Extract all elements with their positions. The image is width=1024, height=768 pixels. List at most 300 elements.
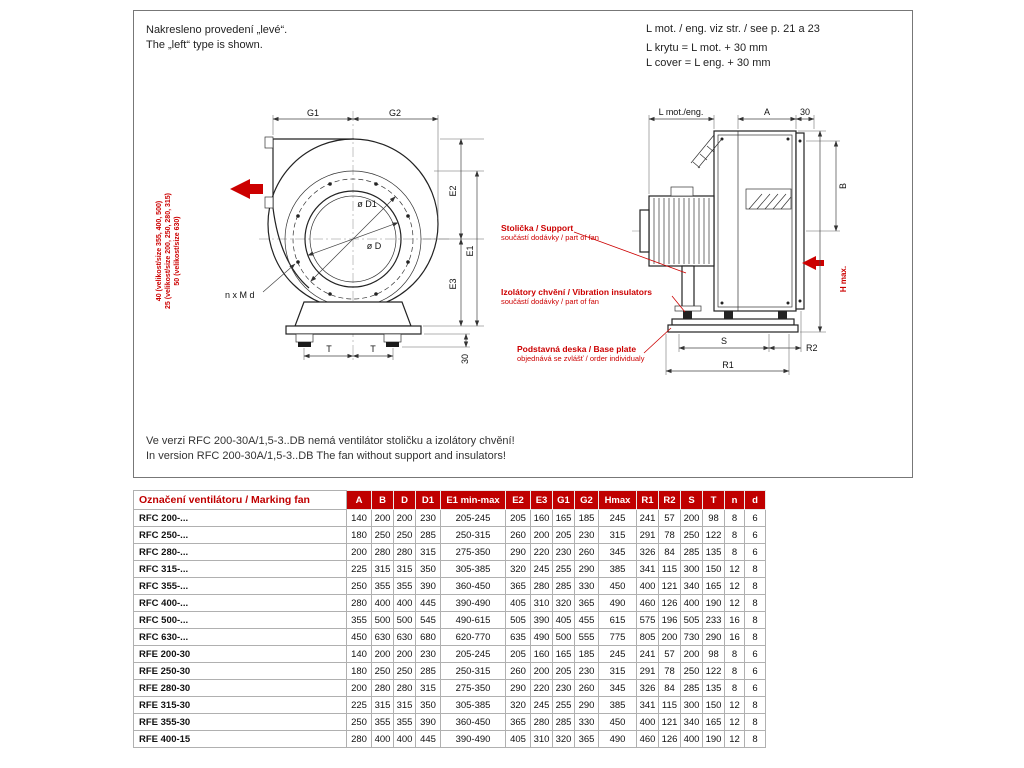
value-cell: 680 [416, 629, 441, 646]
column-header: d [745, 491, 766, 510]
table-row [134, 561, 766, 578]
note-line: L cover = L eng. + 30 mm [646, 57, 771, 69]
value-cell: 385 [599, 561, 637, 578]
value-cell: 140 [347, 510, 372, 527]
table-row [134, 527, 766, 544]
value-cell: 250 [372, 527, 394, 544]
value-cell: 225 [347, 697, 372, 714]
value-cell: 490 [599, 731, 637, 748]
value-cell: 460 [637, 595, 659, 612]
value-cell: 330 [575, 578, 599, 595]
model-cell: RFE 315-30 [134, 697, 347, 714]
value-cell: 285 [553, 578, 575, 595]
value-cell: 150 [703, 697, 725, 714]
value-cell: 78 [659, 663, 681, 680]
value-cell: 290 [575, 561, 599, 578]
note-line: Nakresleno provedení „levé“. [146, 24, 288, 36]
model-cell: RFE 280-30 [134, 680, 347, 697]
value-cell: 400 [394, 595, 416, 612]
value-cell: 330 [575, 714, 599, 731]
value-cell: 360-450 [441, 578, 506, 595]
value-cell: 200 [372, 646, 394, 663]
value-cell: 280 [372, 680, 394, 697]
value-cell: 200 [531, 663, 553, 680]
value-cell: 355 [372, 578, 394, 595]
value-cell: 121 [659, 714, 681, 731]
technical-drawing [134, 11, 914, 479]
value-cell: 300 [681, 561, 703, 578]
value-cell: 450 [347, 629, 372, 646]
table-row [134, 663, 766, 680]
value-cell: 350 [416, 697, 441, 714]
value-cell: 255 [553, 561, 575, 578]
value-cell: 285 [416, 663, 441, 680]
value-cell: 400 [637, 578, 659, 595]
dim-label-e1: E1 [465, 245, 475, 257]
value-cell: 450 [599, 714, 637, 731]
value-cell: 315 [372, 697, 394, 714]
value-cell: 365 [506, 578, 531, 595]
value-cell: 230 [416, 510, 441, 527]
value-cell: 200 [372, 510, 394, 527]
value-cell: 165 [703, 578, 725, 595]
dim-label-g2: G2 [388, 108, 402, 118]
value-cell: 290 [703, 629, 725, 646]
value-cell: 260 [506, 527, 531, 544]
value-cell: 345 [599, 544, 637, 561]
callout-title: Podstavná deska / Base plate [517, 344, 637, 354]
value-cell: 8 [745, 595, 766, 612]
value-cell: 280 [531, 714, 553, 731]
value-cell: 160 [531, 646, 553, 663]
value-cell: 390 [416, 714, 441, 731]
value-cell: 205-245 [441, 510, 506, 527]
table-row [134, 629, 766, 646]
value-cell: 6 [745, 646, 766, 663]
table-row [134, 612, 766, 629]
value-cell: 8 [745, 697, 766, 714]
outlet-arrow-side [802, 256, 824, 270]
column-header: D1 [416, 491, 441, 510]
value-cell: 84 [659, 680, 681, 697]
base-plate-side [668, 319, 798, 332]
value-cell: 285 [681, 680, 703, 697]
value-cell: 500 [553, 629, 575, 646]
value-cell: 280 [531, 578, 553, 595]
value-cell: 315 [394, 697, 416, 714]
value-cell: 230 [416, 646, 441, 663]
value-cell: 250 [347, 578, 372, 595]
vibration-isolators [683, 311, 787, 319]
value-cell: 310 [531, 595, 553, 612]
value-cell: 505 [681, 612, 703, 629]
value-cell: 350 [416, 561, 441, 578]
column-header: S [681, 491, 703, 510]
value-cell: 241 [637, 510, 659, 527]
value-cell: 250 [681, 527, 703, 544]
value-cell: 285 [416, 527, 441, 544]
size-note-40: 40 (velikost/size 355, 400, 500) [156, 200, 163, 302]
value-cell: 16 [725, 629, 745, 646]
value-cell: 126 [659, 731, 681, 748]
value-cell: 450 [599, 578, 637, 595]
value-cell: 445 [416, 595, 441, 612]
table-row [134, 646, 766, 663]
value-cell: 630 [372, 629, 394, 646]
value-cell: 310 [531, 731, 553, 748]
value-cell: 8 [745, 714, 766, 731]
value-cell: 355 [372, 714, 394, 731]
value-cell: 245 [599, 510, 637, 527]
value-cell: 200 [531, 527, 553, 544]
value-cell: 275-350 [441, 680, 506, 697]
motor [640, 187, 714, 266]
value-cell: 233 [703, 612, 725, 629]
value-cell: 8 [725, 646, 745, 663]
dim-label-d: ø D [366, 241, 382, 251]
value-cell: 200 [394, 510, 416, 527]
value-cell: 490-615 [441, 612, 506, 629]
value-cell: 57 [659, 510, 681, 527]
base-assembly [286, 302, 421, 347]
dim-label-lmot: L mot./eng. [658, 107, 704, 117]
value-cell: 230 [553, 680, 575, 697]
value-cell: 400 [372, 731, 394, 748]
value-cell: 190 [703, 595, 725, 612]
model-cell: RFE 355-30 [134, 714, 347, 731]
value-cell: 180 [347, 663, 372, 680]
value-cell: 220 [531, 680, 553, 697]
value-cell: 305-385 [441, 697, 506, 714]
value-cell: 400 [394, 731, 416, 748]
value-cell: 320 [553, 731, 575, 748]
value-cell: 205 [553, 527, 575, 544]
column-header: T [703, 491, 725, 510]
value-cell: 84 [659, 544, 681, 561]
value-cell: 405 [506, 595, 531, 612]
value-cell: 390-490 [441, 731, 506, 748]
value-cell: 315 [599, 527, 637, 544]
value-cell: 390 [416, 578, 441, 595]
value-cell: 165 [703, 714, 725, 731]
value-cell: 365 [575, 595, 599, 612]
value-cell: 200 [347, 544, 372, 561]
value-cell: 12 [725, 697, 745, 714]
value-cell: 390 [531, 612, 553, 629]
value-cell: 6 [745, 680, 766, 697]
table-header-row [134, 491, 766, 510]
dim-label-d1: ø D1 [357, 199, 377, 209]
value-cell: 255 [553, 697, 575, 714]
value-cell: 315 [394, 561, 416, 578]
value-cell: 280 [394, 544, 416, 561]
drawing-panel [133, 10, 913, 478]
column-header: G2 [575, 491, 599, 510]
value-cell: 200 [681, 510, 703, 527]
callout-subtitle: součástí dodávky / part of fan [501, 233, 599, 242]
value-cell: 260 [575, 544, 599, 561]
dim-label-hmax: H max. [839, 265, 848, 293]
value-cell: 340 [681, 578, 703, 595]
dim-label-r1: R1 [722, 360, 734, 370]
value-cell: 260 [575, 680, 599, 697]
value-cell: 405 [553, 612, 575, 629]
note-line: L mot. / eng. viz str. / see p. 21 a 23 [646, 23, 820, 35]
value-cell: 315 [416, 680, 441, 697]
value-cell: 196 [659, 612, 681, 629]
value-cell: 285 [681, 544, 703, 561]
note-line: The „left“ type is shown. [146, 39, 263, 51]
value-cell: 326 [637, 680, 659, 697]
value-cell: 490 [531, 629, 553, 646]
value-cell: 8 [745, 731, 766, 748]
value-cell: 135 [703, 680, 725, 697]
value-cell: 200 [659, 629, 681, 646]
column-header: R2 [659, 491, 681, 510]
table-row [134, 544, 766, 561]
value-cell: 355 [394, 714, 416, 731]
model-cell: RFC 400-... [134, 595, 347, 612]
value-cell: 291 [637, 527, 659, 544]
value-cell: 8 [745, 629, 766, 646]
value-cell: 6 [745, 663, 766, 680]
value-cell: 230 [553, 544, 575, 561]
column-header: R1 [637, 491, 659, 510]
column-header: G1 [553, 491, 575, 510]
column-header: D [394, 491, 416, 510]
value-cell: 6 [745, 510, 766, 527]
value-cell: 400 [681, 595, 703, 612]
table-row [134, 697, 766, 714]
value-cell: 280 [347, 731, 372, 748]
value-cell: 280 [372, 544, 394, 561]
value-cell: 180 [347, 527, 372, 544]
value-cell: 341 [637, 561, 659, 578]
callout-base-plate [517, 344, 644, 363]
value-cell: 98 [703, 646, 725, 663]
value-cell: 165 [553, 510, 575, 527]
value-cell: 390-490 [441, 595, 506, 612]
value-cell: 615 [599, 612, 637, 629]
value-cell: 12 [725, 561, 745, 578]
column-header: n [725, 491, 745, 510]
value-cell: 385 [599, 697, 637, 714]
value-cell: 165 [553, 646, 575, 663]
value-cell: 285 [553, 714, 575, 731]
value-cell: 290 [506, 544, 531, 561]
model-cell: RFE 250-30 [134, 663, 347, 680]
value-cell: 275-350 [441, 544, 506, 561]
side-view [574, 107, 848, 375]
value-cell: 315 [372, 561, 394, 578]
value-cell: 280 [394, 680, 416, 697]
model-cell: RFC 500-... [134, 612, 347, 629]
value-cell: 205 [506, 646, 531, 663]
note-line: Ve verzi RFC 200-30A/1,5-3..DB nemá ventilátor stoličku a izolátory chvění! [146, 435, 515, 447]
front-view [156, 108, 484, 364]
value-cell: 250 [347, 714, 372, 731]
callout-subtitle: objednává se zvlášť / order individualy [517, 354, 645, 363]
dim-label-b: B [838, 182, 848, 190]
model-cell: RFC 355-... [134, 578, 347, 595]
value-cell: 315 [416, 544, 441, 561]
value-cell: 115 [659, 697, 681, 714]
value-cell: 140 [347, 646, 372, 663]
value-cell: 460 [637, 731, 659, 748]
value-cell: 250 [372, 663, 394, 680]
table-header-model: Označení ventilátoru / Marking fan [134, 491, 347, 510]
callout-title: Stolička / Support [501, 223, 574, 233]
value-cell: 341 [637, 697, 659, 714]
value-cell: 260 [506, 663, 531, 680]
value-cell: 245 [531, 697, 553, 714]
value-cell: 230 [575, 527, 599, 544]
column-header: Hmax [599, 491, 637, 510]
value-cell: 400 [637, 714, 659, 731]
dim-label-r2: R2 [806, 343, 818, 353]
value-cell: 205 [553, 663, 575, 680]
value-cell: 135 [703, 544, 725, 561]
dim-label-e3: E3 [448, 278, 458, 290]
note-type-shown [146, 23, 287, 53]
value-cell: 8 [725, 510, 745, 527]
value-cell: 122 [703, 663, 725, 680]
value-cell: 12 [725, 731, 745, 748]
value-cell: 545 [416, 612, 441, 629]
value-cell: 355 [347, 612, 372, 629]
callout-title: Izolátory chvění / Vibration insulators [501, 287, 652, 297]
value-cell: 365 [506, 714, 531, 731]
value-cell: 250 [394, 527, 416, 544]
table-body [134, 510, 766, 748]
value-cell: 16 [725, 612, 745, 629]
table-row [134, 578, 766, 595]
value-cell: 8 [725, 544, 745, 561]
value-cell: 185 [575, 646, 599, 663]
table-row [134, 510, 766, 527]
value-cell: 12 [725, 714, 745, 731]
model-cell: RFE 400-15 [134, 731, 347, 748]
value-cell: 160 [531, 510, 553, 527]
model-cell: RFC 630-... [134, 629, 347, 646]
model-cell: RFC 315-... [134, 561, 347, 578]
value-cell: 305-385 [441, 561, 506, 578]
value-cell: 360-450 [441, 714, 506, 731]
model-cell: RFC 280-... [134, 544, 347, 561]
note-line: In version RFC 200-30A/1,5-3..DB The fan without support and insulators! [146, 450, 506, 462]
value-cell: 205 [506, 510, 531, 527]
outlet-arrow-front [230, 179, 263, 199]
value-cell: 8 [745, 561, 766, 578]
value-cell: 185 [575, 510, 599, 527]
value-cell: 98 [703, 510, 725, 527]
value-cell: 225 [347, 561, 372, 578]
value-cell: 315 [599, 663, 637, 680]
callout-subtitle: součástí dodávky / part of fan [501, 297, 599, 306]
value-cell: 250-315 [441, 663, 506, 680]
value-cell: 78 [659, 527, 681, 544]
value-cell: 200 [394, 646, 416, 663]
value-cell: 12 [725, 578, 745, 595]
value-cell: 230 [575, 663, 599, 680]
dim-label-e2: E2 [448, 185, 458, 197]
dim-label-g1: G1 [306, 108, 320, 118]
value-cell: 290 [506, 680, 531, 697]
value-cell: 445 [416, 731, 441, 748]
note-version-exception [146, 434, 515, 464]
model-cell: RFE 200-30 [134, 646, 347, 663]
value-cell: 12 [725, 595, 745, 612]
value-cell: 320 [506, 697, 531, 714]
value-cell: 150 [703, 561, 725, 578]
value-cell: 490 [599, 595, 637, 612]
value-cell: 320 [553, 595, 575, 612]
value-cell: 730 [681, 629, 703, 646]
size-note-50: 50 (velikost/size 630) [174, 216, 181, 286]
note-line: L krytu = L mot. + 30 mm [646, 42, 768, 54]
model-cell: RFC 200-... [134, 510, 347, 527]
table-row [134, 595, 766, 612]
value-cell: 6 [745, 544, 766, 561]
value-cell: 326 [637, 544, 659, 561]
value-cell: 115 [659, 561, 681, 578]
value-cell: 775 [599, 629, 637, 646]
dim-label-t-right: T [370, 344, 376, 354]
model-cell: RFC 250-... [134, 527, 347, 544]
column-header: B [372, 491, 394, 510]
value-cell: 6 [745, 527, 766, 544]
value-cell: 320 [506, 561, 531, 578]
callout-vibration-insulators [501, 287, 652, 306]
value-cell: 121 [659, 578, 681, 595]
value-cell: 245 [531, 561, 553, 578]
value-cell: 505 [506, 612, 531, 629]
dim-label-30-side: 30 [799, 107, 811, 117]
table-row [134, 714, 766, 731]
value-cell: 8 [725, 680, 745, 697]
value-cell: 340 [681, 714, 703, 731]
value-cell: 345 [599, 680, 637, 697]
column-header: A [347, 491, 372, 510]
value-cell: 122 [703, 527, 725, 544]
value-cell: 805 [637, 629, 659, 646]
value-cell: 8 [745, 612, 766, 629]
value-cell: 200 [347, 680, 372, 697]
value-cell: 8 [745, 578, 766, 595]
dim-label-30-front: 30 [460, 353, 470, 365]
value-cell: 630 [394, 629, 416, 646]
value-cell: 575 [637, 612, 659, 629]
value-cell: 220 [531, 544, 553, 561]
size-note-25: 25 (velikost/size 200, 250, 280, 315) [165, 193, 172, 309]
table-row [134, 680, 766, 697]
value-cell: 57 [659, 646, 681, 663]
value-cell: 300 [681, 697, 703, 714]
value-cell: 241 [637, 646, 659, 663]
value-cell: 8 [725, 663, 745, 680]
value-cell: 8 [725, 527, 745, 544]
dim-label-a: A [763, 107, 771, 117]
dim-label-s: S [720, 336, 728, 346]
table-row [134, 731, 766, 748]
column-header: E3 [531, 491, 553, 510]
value-cell: 405 [506, 731, 531, 748]
fan-dimensions-table [133, 490, 766, 748]
dim-label-t-left: T [326, 344, 332, 354]
value-cell: 205-245 [441, 646, 506, 663]
value-cell: 250-315 [441, 527, 506, 544]
value-cell: 250 [394, 663, 416, 680]
